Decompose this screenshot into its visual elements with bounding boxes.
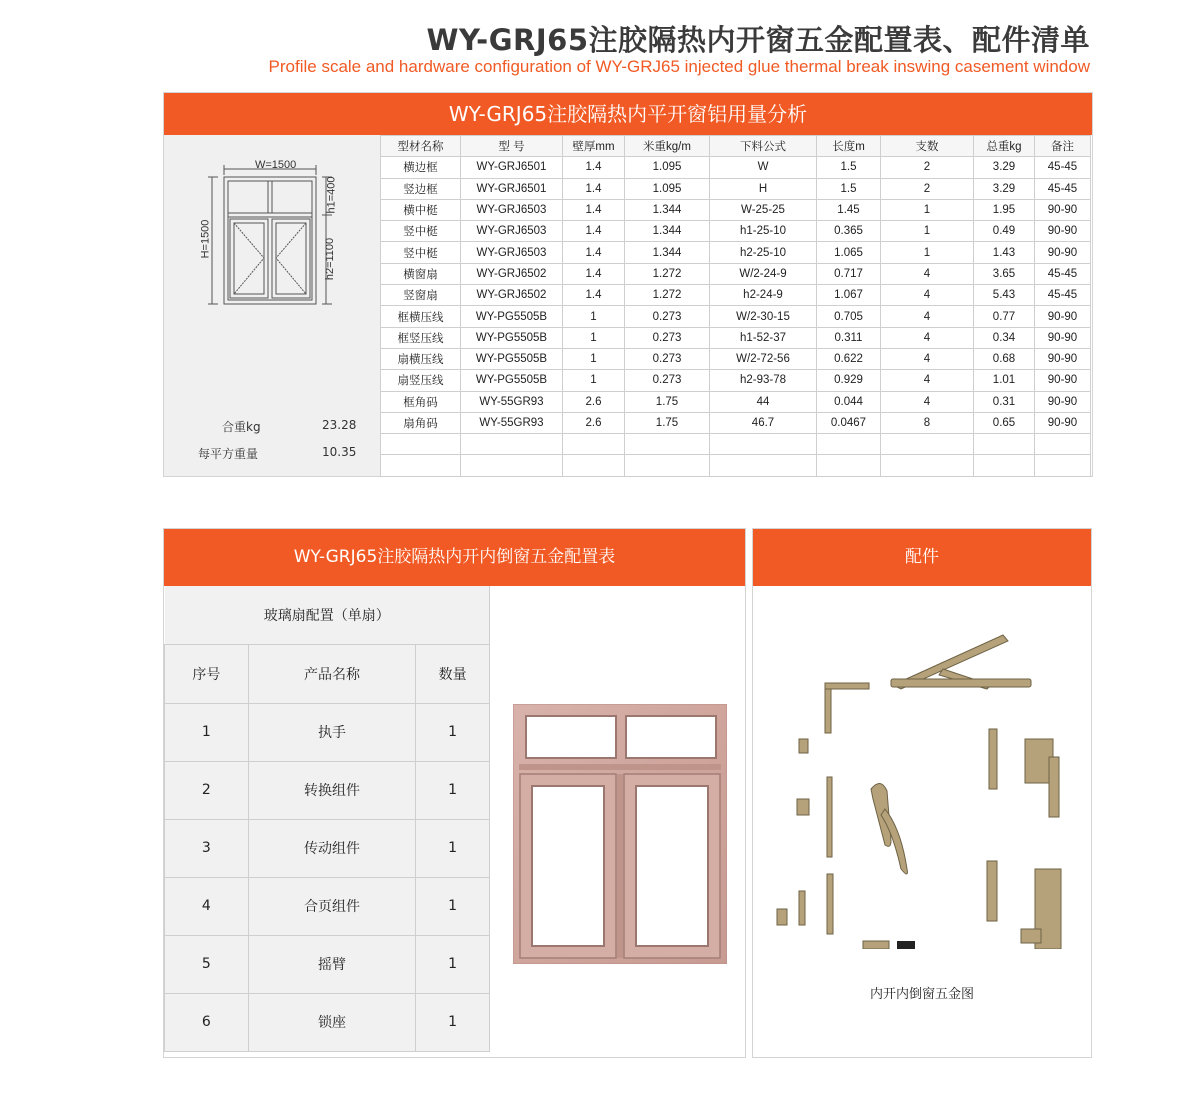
h2-label: h2=1100 (324, 237, 337, 281)
table-row (381, 263, 1091, 284)
table-cell: 1 (563, 370, 625, 391)
table-cell: 90-90 (1035, 412, 1091, 433)
accessories-section (752, 528, 1092, 1058)
table-cell (974, 434, 1035, 455)
table-row (381, 434, 1091, 455)
table-cell: W/2-72-56 (710, 348, 817, 369)
width-label: W=1500 (255, 159, 297, 171)
table-row (381, 199, 1091, 220)
table-cell: 1.95 (974, 199, 1035, 220)
table-cell: 1 (416, 993, 490, 1051)
table-row (381, 157, 1091, 178)
table-cell (974, 455, 1035, 476)
col-header: 支数 (881, 136, 974, 157)
table-cell: h1-25-10 (710, 221, 817, 242)
table-cell: 1 (563, 327, 625, 348)
table-cell (563, 434, 625, 455)
table-cell: 2 (165, 761, 249, 819)
table-cell (881, 434, 974, 455)
accessories-caption: 内开内倒窗五金图 (869, 987, 974, 1002)
table-cell: 1.01 (974, 370, 1035, 391)
table-cell: 横窗扇 (381, 263, 461, 284)
table-cell (817, 455, 881, 476)
table-cell: 框竖压线 (381, 327, 461, 348)
table-cell: 竖中梃 (381, 242, 461, 263)
col-header: 序号 (165, 644, 249, 703)
hardware-table (164, 586, 490, 1052)
table-cell: 1.4 (563, 157, 625, 178)
table-cell: 1 (563, 348, 625, 369)
table-cell: 90-90 (1035, 327, 1091, 348)
table-cell: W/2-30-15 (710, 306, 817, 327)
table-cell: 0.929 (817, 370, 881, 391)
table-cell: 90-90 (1035, 221, 1091, 242)
table-cell: WY-PG5505B (461, 370, 563, 391)
table-cell: 1.067 (817, 285, 881, 306)
table-cell: 扇横压线 (381, 348, 461, 369)
table-cell: 0.044 (817, 391, 881, 412)
profile-table-header (381, 136, 1091, 157)
table-cell: 0.31 (974, 391, 1035, 412)
table-cell: 框角码 (381, 391, 461, 412)
table-cell: WY-PG5505B (461, 306, 563, 327)
col-header: 米重kg/m (625, 136, 710, 157)
table-cell: 1.45 (817, 199, 881, 220)
window-product-image (513, 704, 727, 964)
hardware-config-section (163, 528, 746, 1058)
table-cell: 1.095 (625, 178, 710, 199)
table-cell: 1.4 (563, 285, 625, 306)
table-cell: h1-52-37 (710, 327, 817, 348)
table-cell: 1 (416, 877, 490, 935)
table-cell: 3.65 (974, 263, 1035, 284)
table-cell: 1.344 (625, 242, 710, 263)
table-row (165, 819, 490, 877)
page-title: WY-GRJ65注胶隔热内开窗五金配置表、配件清单 (426, 23, 1090, 57)
table-cell: 90-90 (1035, 306, 1091, 327)
table-row (381, 327, 1091, 348)
table-row (381, 306, 1091, 327)
table-cell: 4 (881, 306, 974, 327)
profile-table (380, 135, 1091, 477)
table-row (165, 761, 490, 819)
table-cell: 1.344 (625, 199, 710, 220)
table-cell: 5.43 (974, 285, 1035, 306)
table-row (165, 877, 490, 935)
table-cell: 2.6 (563, 412, 625, 433)
table-cell: 0.0467 (817, 412, 881, 433)
table-cell: 0.77 (974, 306, 1035, 327)
table-cell: 45-45 (1035, 263, 1091, 284)
table-cell (1035, 434, 1091, 455)
table-cell: 5 (165, 935, 249, 993)
table-cell: 1 (416, 819, 490, 877)
table-cell: h2-24-9 (710, 285, 817, 306)
table-cell: 0.717 (817, 263, 881, 284)
hardware-table-header (165, 644, 490, 703)
table-row (381, 370, 1091, 391)
table-cell: 8 (881, 412, 974, 433)
table-cell: 1 (416, 703, 490, 761)
table-cell: 45-45 (1035, 157, 1091, 178)
table-cell: 1 (881, 221, 974, 242)
weight-per-sqm-value: 10.35 (322, 445, 357, 459)
table-cell: 0.311 (817, 327, 881, 348)
table-cell: 0.365 (817, 221, 881, 242)
table-cell: 1 (881, 242, 974, 263)
table-cell: 6 (165, 993, 249, 1051)
table-cell: 1 (416, 761, 490, 819)
table-cell: 0.273 (625, 306, 710, 327)
col-header: 备注 (1035, 136, 1091, 157)
table-row (381, 348, 1091, 369)
table-cell: 0.49 (974, 221, 1035, 242)
profile-section-title: WY-GRJ65注胶隔热内平开窗铝用量分析 (164, 93, 1092, 135)
table-row (381, 285, 1091, 306)
col-header: 壁厚mm (563, 136, 625, 157)
table-cell (381, 434, 461, 455)
table-cell: WY-GRJ6501 (461, 178, 563, 199)
table-cell: 1.4 (563, 242, 625, 263)
table-cell: h2-93-78 (710, 370, 817, 391)
table-cell: 4 (881, 327, 974, 348)
table-cell: 1 (563, 306, 625, 327)
table-cell: 1.43 (974, 242, 1035, 263)
table-cell: 45-45 (1035, 178, 1091, 199)
table-cell: 3 (165, 819, 249, 877)
table-cell: 扇竖压线 (381, 370, 461, 391)
table-cell: 1.4 (563, 221, 625, 242)
hardware-section-title: WY-GRJ65注胶隔热内开内倒窗五金配置表 (164, 529, 745, 586)
table-cell: WY-GRJ6503 (461, 242, 563, 263)
table-cell: 0.622 (817, 348, 881, 369)
table-cell: 4 (165, 877, 249, 935)
table-cell: 锁座 (248, 993, 415, 1051)
table-cell: 竖中梃 (381, 221, 461, 242)
table-cell: WY-55GR93 (461, 391, 563, 412)
keeper-block (897, 941, 915, 949)
table-cell: 4 (881, 285, 974, 306)
table-cell: 90-90 (1035, 370, 1091, 391)
table-cell: 框横压线 (381, 306, 461, 327)
table-cell: 1.4 (563, 199, 625, 220)
table-cell (625, 434, 710, 455)
table-cell: 横中梃 (381, 199, 461, 220)
table-row (381, 391, 1091, 412)
table-cell (1035, 455, 1091, 476)
table-cell: 1.75 (625, 412, 710, 433)
page-subtitle: Profile scale and hardware configuration of WY-GRJ65 injected glue thermal break inswing casement window (268, 57, 1090, 76)
table-cell: 4 (881, 391, 974, 412)
table-cell (563, 455, 625, 476)
col-header: 长度m (817, 136, 881, 157)
table-cell: 4 (881, 348, 974, 369)
table-cell: h2-25-10 (710, 242, 817, 263)
table-row (381, 242, 1091, 263)
table-cell: 执手 (248, 703, 415, 761)
table-cell: 0.273 (625, 327, 710, 348)
table-row (381, 412, 1091, 433)
col-header: 型材名称 (381, 136, 461, 157)
table-cell: 1.75 (625, 391, 710, 412)
table-cell: 90-90 (1035, 199, 1091, 220)
table-cell: 2.6 (563, 391, 625, 412)
table-cell: 0.273 (625, 348, 710, 369)
col-header: 产品名称 (248, 644, 415, 703)
table-cell: 1.4 (563, 263, 625, 284)
h1-label: h1=400 (325, 176, 338, 214)
table-row (165, 703, 490, 761)
table-cell: WY-GRJ6502 (461, 285, 563, 306)
table-row (381, 455, 1091, 476)
table-cell (381, 455, 461, 476)
table-cell: 1.065 (817, 242, 881, 263)
table-cell: 转换组件 (248, 761, 415, 819)
table-cell: H (710, 178, 817, 199)
table-cell: 1 (165, 703, 249, 761)
weight-per-sqm-label: 每平方重量 (198, 447, 259, 461)
table-row (165, 993, 490, 1051)
table-cell: 0.273 (625, 370, 710, 391)
table-cell (817, 434, 881, 455)
table-cell: 1.5 (817, 178, 881, 199)
table-cell: 46.7 (710, 412, 817, 433)
table-cell: 扇角码 (381, 412, 461, 433)
table-cell: W (710, 157, 817, 178)
table-cell: WY-GRJ6501 (461, 157, 563, 178)
table-cell: 传动组件 (248, 819, 415, 877)
table-cell: 4 (881, 263, 974, 284)
col-header: 数量 (416, 644, 490, 703)
table-cell: 1.5 (817, 157, 881, 178)
table-cell: 横边框 (381, 157, 461, 178)
table-cell: 3.29 (974, 178, 1035, 199)
profile-usage-section (163, 92, 1093, 477)
table-cell (710, 455, 817, 476)
accessories-section-title: 配件 (753, 529, 1091, 586)
table-cell: 竖窗扇 (381, 285, 461, 306)
total-weight-label: 合重kg (222, 420, 261, 434)
table-cell: 1.272 (625, 285, 710, 306)
table-cell: WY-55GR93 (461, 412, 563, 433)
table-cell: WY-PG5505B (461, 327, 563, 348)
table-row (381, 178, 1091, 199)
table-cell (881, 455, 974, 476)
table-cell (710, 434, 817, 455)
table-cell: 45-45 (1035, 285, 1091, 306)
config-label: 玻璃扇配置（单扇） (165, 586, 490, 644)
window-dimension-drawing (164, 135, 380, 375)
table-cell: 90-90 (1035, 391, 1091, 412)
table-cell (461, 434, 563, 455)
table-cell: 0.65 (974, 412, 1035, 433)
height-label: H=1500 (199, 219, 212, 259)
col-header: 总重kg (974, 136, 1035, 157)
table-cell: 竖边框 (381, 178, 461, 199)
table-cell: 90-90 (1035, 242, 1091, 263)
table-cell: 44 (710, 391, 817, 412)
table-cell: 1.095 (625, 157, 710, 178)
table-cell (461, 455, 563, 476)
table-cell: 3.29 (974, 157, 1035, 178)
total-weight-value: 23.28 (322, 418, 357, 432)
table-cell: 1.4 (563, 178, 625, 199)
table-cell: 0.68 (974, 348, 1035, 369)
config-label-row (165, 586, 490, 644)
col-header: 型 号 (461, 136, 563, 157)
table-cell: 1.272 (625, 263, 710, 284)
table-cell: 1 (881, 199, 974, 220)
table-cell: 1.344 (625, 221, 710, 242)
table-row (165, 935, 490, 993)
table-cell: 4 (881, 370, 974, 391)
table-cell: 1 (416, 935, 490, 993)
table-row (381, 221, 1091, 242)
table-cell: WY-GRJ6503 (461, 221, 563, 242)
table-cell: W/2-24-9 (710, 263, 817, 284)
window-drawing-panel (164, 135, 380, 476)
table-cell: WY-GRJ6503 (461, 199, 563, 220)
col-header: 下料公式 (710, 136, 817, 157)
table-cell: 0.34 (974, 327, 1035, 348)
hardware-parts-image (753, 629, 1091, 949)
table-cell: WY-PG5505B (461, 348, 563, 369)
table-cell: 合页组件 (248, 877, 415, 935)
table-cell: 90-90 (1035, 348, 1091, 369)
table-cell (625, 455, 710, 476)
table-cell: 2 (881, 157, 974, 178)
table-cell: 摇臂 (248, 935, 415, 993)
table-cell: W-25-25 (710, 199, 817, 220)
table-cell: WY-GRJ6502 (461, 263, 563, 284)
table-cell: 2 (881, 178, 974, 199)
table-cell: 0.705 (817, 306, 881, 327)
